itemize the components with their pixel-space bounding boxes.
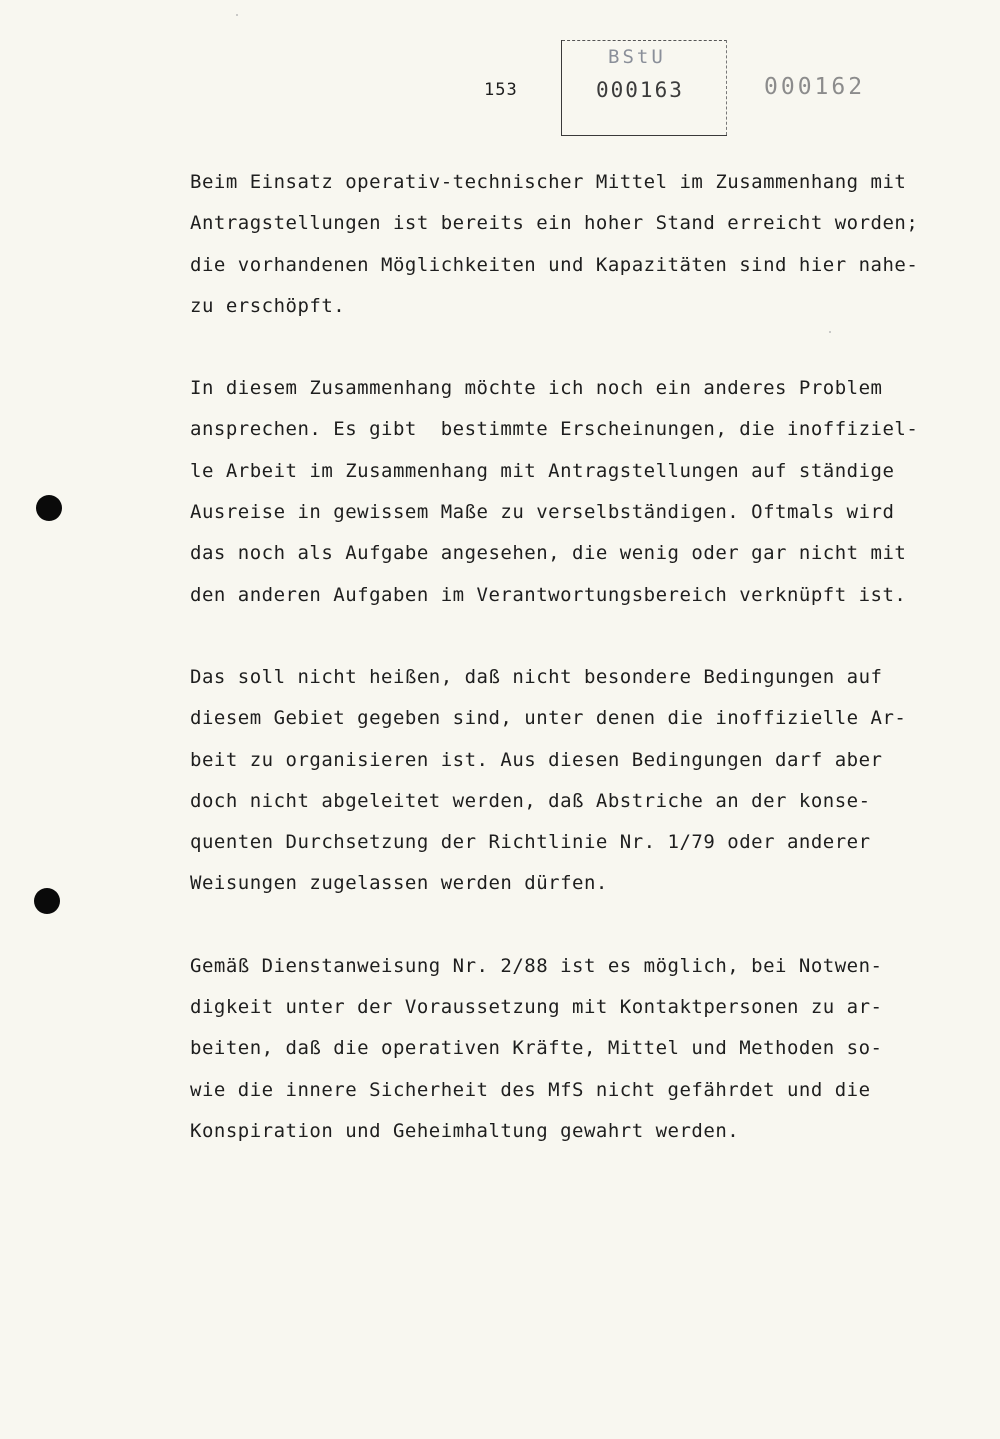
paragraph-1 bbox=[190, 168, 950, 333]
text-line: wie die innere Sicherheit des MfS nicht gefährdet und die bbox=[190, 1078, 871, 1101]
page-number: 153 bbox=[484, 80, 518, 100]
text-line: die vorhandenen Möglichkeiten und Kapazitäten sind hier nahe- bbox=[190, 253, 919, 276]
archive-number: 000162 bbox=[764, 74, 866, 100]
text-line: den anderen Aufgaben im Verantwortungsbereich verknüpft ist. bbox=[190, 583, 907, 606]
document-body bbox=[190, 168, 950, 1158]
text-line: Weisungen zugelassen werden dürfen. bbox=[190, 872, 608, 895]
paper-speck bbox=[236, 14, 238, 16]
text-line: doch nicht abgeleitet werden, daß Abstriche an der konse- bbox=[190, 789, 871, 812]
punch-hole-bottom bbox=[34, 888, 60, 914]
text-line: le Arbeit im Zusammenhang mit Antragstellungen auf ständige bbox=[190, 459, 895, 482]
text-line: quenten Durchsetzung der Richtlinie Nr. 1/79 oder anderer bbox=[190, 831, 871, 854]
text-line: Gemäß Dienstanweisung Nr. 2/88 ist es möglich, bei Notwen- bbox=[190, 954, 883, 977]
text-line: Beim Einsatz operativ-technischer Mittel im Zusammenhang mit bbox=[190, 171, 907, 193]
text-line: Das soll nicht heißen, daß nicht besondere Bedingungen auf bbox=[190, 665, 883, 688]
text-line: Antragstellungen ist bereits ein hoher Stand erreicht worden; bbox=[190, 212, 919, 235]
text-line: digkeit unter der Voraussetzung mit Kontaktpersonen zu ar- bbox=[190, 996, 883, 1019]
text-line: In diesem Zusammenhang möchte ich noch ein anderes Problem bbox=[190, 377, 883, 400]
text-line: das noch als Aufgabe angesehen, die wenig oder gar nicht mit bbox=[190, 542, 907, 565]
paragraph-gap bbox=[190, 333, 950, 374]
punch-hole-top bbox=[36, 495, 62, 521]
paragraph-gap bbox=[190, 911, 950, 952]
paragraph-4 bbox=[190, 952, 950, 1158]
text-line: zu erschöpft. bbox=[190, 294, 346, 317]
paragraph-3 bbox=[190, 663, 950, 911]
paragraph-gap bbox=[190, 622, 950, 663]
stamp-label: BStU bbox=[608, 46, 666, 68]
paragraph-2 bbox=[190, 374, 950, 622]
text-line: beiten, daß die operativen Kräfte, Mittel und Methoden so- bbox=[190, 1037, 883, 1060]
text-line: beit zu organisieren ist. Aus diesen Bedingungen darf aber bbox=[190, 748, 883, 771]
stamp-number: 000163 bbox=[596, 78, 684, 102]
text-line: diesem Gebiet gegeben sind, unter denen die inoffizielle Ar- bbox=[190, 707, 907, 730]
text-line: Ausreise in gewissem Maße zu verselbständigen. Oftmals wird bbox=[190, 501, 895, 524]
text-line: Konspiration und Geheimhaltung gewahrt werden. bbox=[190, 1119, 740, 1142]
text-line: ansprechen. Es gibt bestimmte Erscheinungen, die inoffiziel- bbox=[190, 418, 919, 441]
archive-stamp bbox=[561, 40, 727, 136]
